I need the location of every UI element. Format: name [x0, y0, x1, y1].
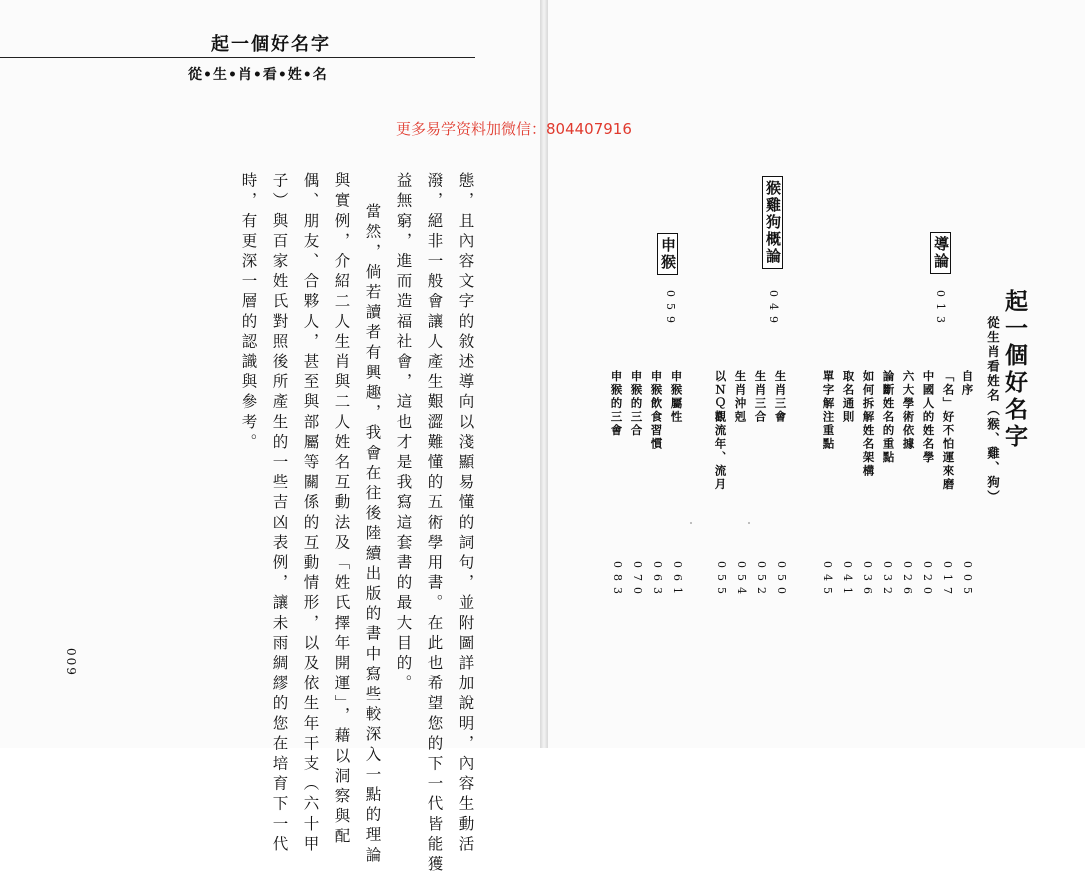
body-text-column: 偶、朋友、合夥人，甚至與部屬等關係的互動情形，以及依生年干支（六十甲 — [301, 172, 320, 856]
print-speck — [690, 522, 692, 524]
toc-subtitle: 從生肖看姓名（猴、雞、狗） — [985, 316, 1001, 505]
toc-entry[interactable]: 單字解注重點 — [821, 370, 836, 451]
body-text-column: 子）與百家姓氏對照後所產生的一些吉凶表例，讓未雨綢繆的您在培育下一代 — [270, 172, 289, 856]
toc-entry-preface[interactable]: 自序 — [960, 370, 975, 397]
book-gutter — [540, 0, 548, 748]
page-number: 009 — [64, 648, 78, 677]
toc-page-number: 017 — [941, 561, 954, 600]
section-label-introduction[interactable]: 導論 — [930, 232, 951, 274]
toc-page-number: 063 — [651, 561, 664, 600]
body-text-column: 益無窮，進而造福社會，這也才是我寫這套書的最大目的。 — [394, 172, 413, 695]
toc-page-number: 054 — [735, 561, 748, 600]
toc-entry[interactable]: 申猴飲食習慣 — [649, 370, 664, 451]
running-subtitle: 從•生•肖•看•姓•名 — [188, 67, 328, 83]
toc-entry[interactable]: 生肖三合 — [753, 370, 768, 424]
toc-page-number: 052 — [755, 561, 768, 600]
toc-page-number: 020 — [921, 561, 934, 600]
toc-page-number: 032 — [881, 561, 894, 600]
toc-page-number: 055 — [715, 561, 728, 600]
watermark-text: 更多易学资料加微信：804407916 — [396, 120, 632, 138]
print-speck — [748, 522, 750, 524]
body-text-column: 潑，絕非一般會讓人產生艱澀難懂的五術學用書。在此也希望您的下一代皆能獲 — [425, 172, 444, 876]
toc-page-number: 041 — [841, 561, 854, 600]
toc-entry[interactable]: 如何拆解姓名架構 — [861, 370, 876, 478]
toc-entry[interactable]: 申猴的三會 — [609, 370, 624, 438]
toc-page-number: 036 — [861, 561, 874, 600]
toc-entry[interactable]: 申猴的三合 — [629, 370, 644, 438]
toc-title: 起一個好名字 — [1001, 289, 1028, 451]
toc-page-number: 083 — [611, 561, 624, 600]
section-page-number: 013 — [934, 290, 947, 329]
toc-entry[interactable]: 「名」好不怕運來磨 — [941, 370, 956, 492]
toc-entry[interactable]: 生肖三會 — [773, 370, 788, 424]
toc-page-number: 045 — [821, 561, 834, 600]
toc-page-number: 026 — [901, 561, 914, 600]
toc-page-number: 005 — [961, 561, 974, 600]
header-rule — [0, 57, 475, 58]
left-page — [0, 0, 540, 876]
toc-page-number: 070 — [631, 561, 644, 600]
toc-entry[interactable]: 中國人的姓名學 — [921, 370, 936, 465]
body-text-column: 時，有更深一層的認識與參考。 — [239, 172, 258, 454]
body-text-column: 與實例，介紹二人生肖與二人姓名互動法及「姓氏擇年開運」，藉以洞察與配 — [332, 172, 351, 848]
body-text-column: 當然，倘若讀者有興趣，我會在往後陸續出版的書中寫些較深入一點的理論 — [363, 203, 382, 867]
toc-page-number: 061 — [671, 561, 684, 600]
toc-entry[interactable]: 申猴屬性 — [669, 370, 684, 424]
toc-entry[interactable]: 生肖沖剋 — [733, 370, 748, 424]
running-title: 起一個好名字 — [211, 34, 331, 55]
toc-page-number: 050 — [775, 561, 788, 600]
toc-entry[interactable]: 以ＮＱ觀流年、流月 — [713, 370, 728, 492]
toc-entry[interactable]: 取名通則 — [841, 370, 856, 424]
body-text-column: 態，且內容文字的敘述導向以淺顯易懂的詞句，並附圖詳加說明，內容生動活 — [456, 172, 475, 856]
section-page-number: 049 — [767, 290, 780, 329]
section-page-number: 059 — [664, 290, 677, 329]
toc-entry[interactable]: 六大學術依據 — [901, 370, 916, 451]
toc-entry[interactable]: 論斷姓名的重點 — [881, 370, 896, 465]
section-label-overview[interactable]: 猴雞狗概論 — [762, 176, 783, 269]
section-label-shen-monkey[interactable]: 申猴 — [657, 233, 678, 275]
